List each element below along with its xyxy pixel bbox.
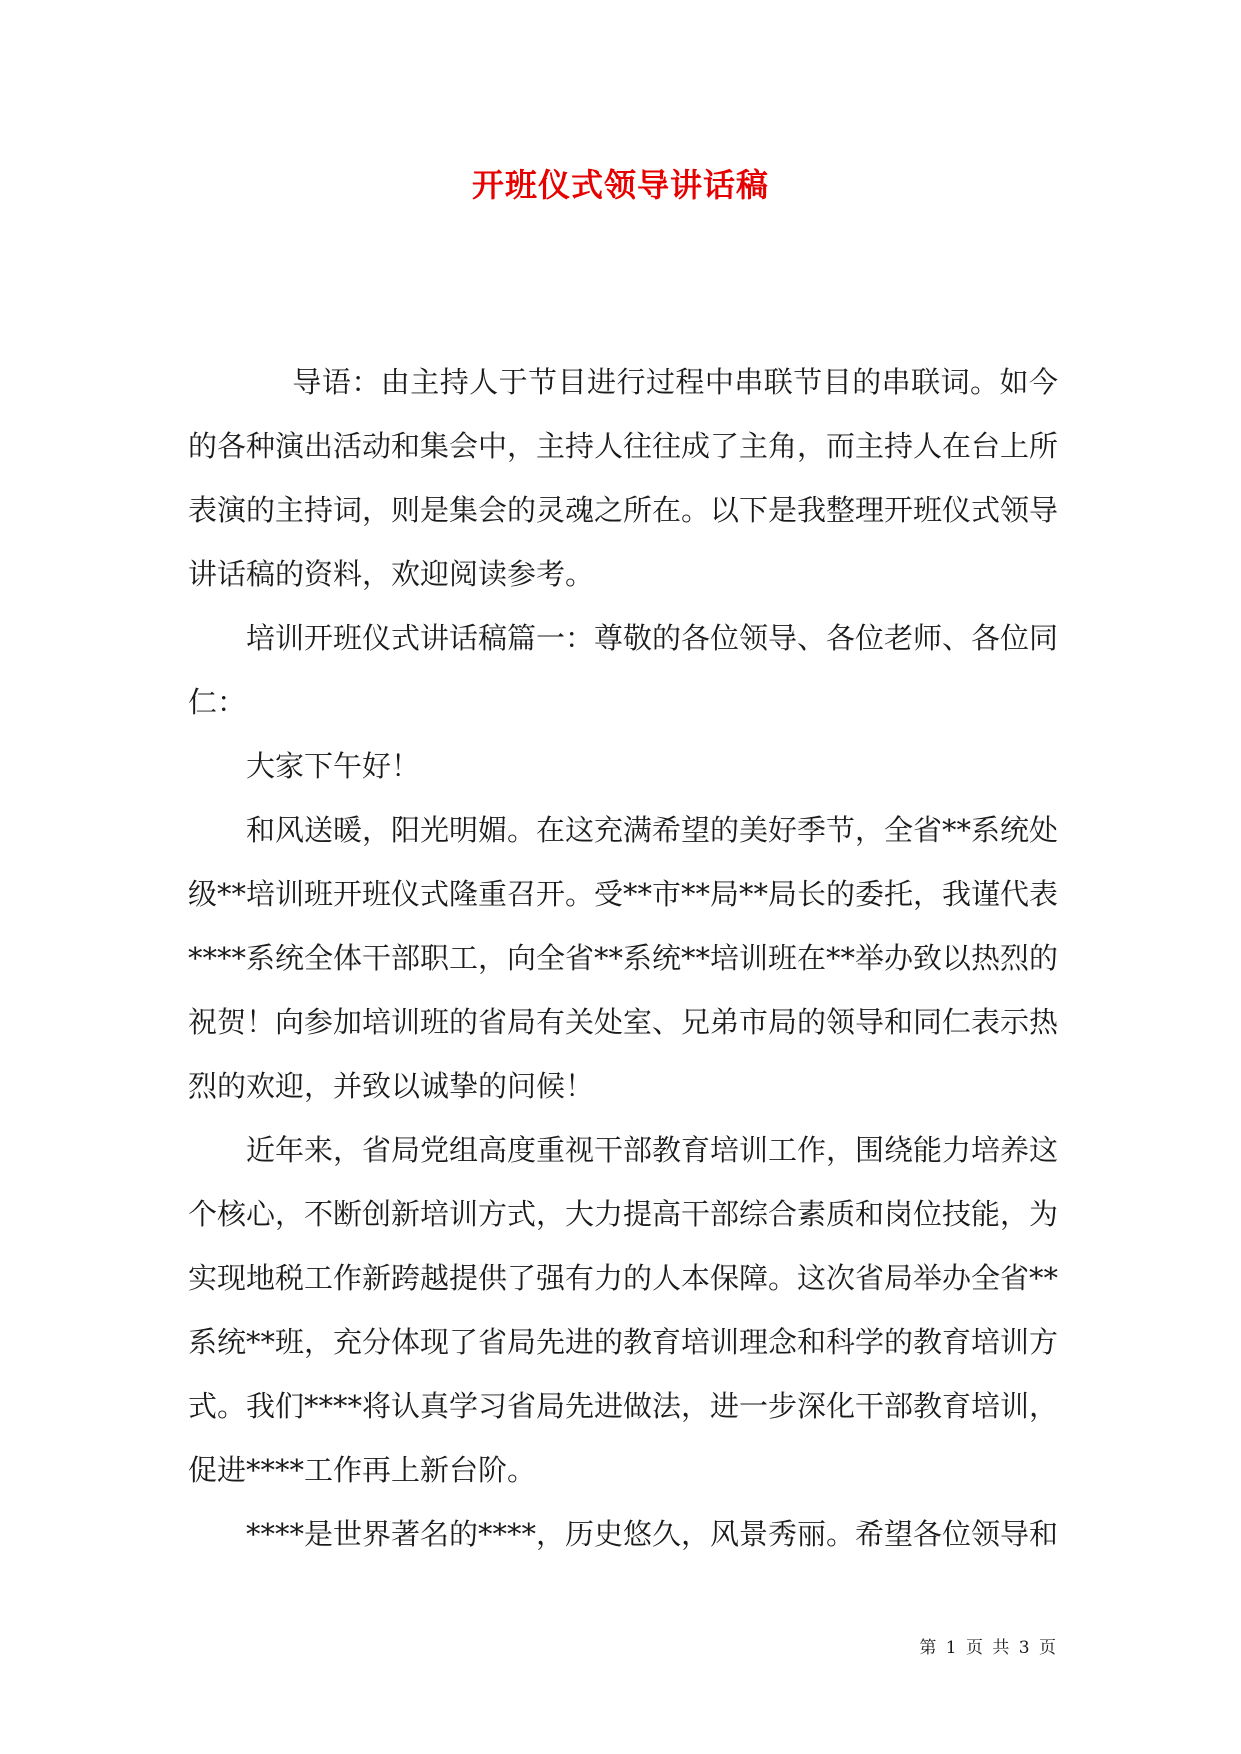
paragraph-training-work: 近年来，省局党组高度重视干部教育培训工作，围绕能力培养这个核心，不断创新培训方式，大力提高干部综合素质和岗位技能，为实现地税工作新跨越提供了强有力的人本保障。这次省局举办全省**系统**班，充分体现了省局先进的教育培训理念和科学的教育培训方式。我们****将认真学习省局先进做法，进一步深化干部教育培训，促进****工作再上新台阶。	[188, 1133, 1059, 1487]
paragraph-intro: 导语：由主持人于节目进行过程中串联节目的串联词。如今的各种演出活动和集会中，主持人往往成了主角，而主持人在台上所表演的主持词，则是集会的灵魂之所在。以下是我整理开班仪式领导讲话稿的资料，欢迎阅读参考。	[188, 365, 1059, 591]
paragraph-greeting: 大家下午好！	[246, 749, 421, 783]
document-title: 开班仪式领导讲话稿	[471, 166, 769, 204]
page-number-footer: 第 1 页 共 3 页	[919, 1638, 1056, 1658]
paragraph-city-intro: ****是世界著名的****，历史悠久，风景秀丽。希望各位领导和	[246, 1517, 1059, 1551]
paragraph-welcome: 和风送暖，阳光明媚。在这充满希望的美好季节，全省**系统处级**培训班开班仪式隆重召开。受**市**局**局长的委托，我谨代表****系统全体干部职工，向全省**系统**培训班在**举办致以热烈的祝贺！向参加培训班的省局有关处室、兄弟市局的领导和同仁表示热烈的欢迎，并致以诚挚的问候！	[188, 813, 1059, 1103]
document-body	[188, 350, 1058, 1566]
paragraph-speech-heading: 培训开班仪式讲话稿篇一：尊敬的各位领导、各位老师、各位同仁：	[188, 621, 1059, 719]
